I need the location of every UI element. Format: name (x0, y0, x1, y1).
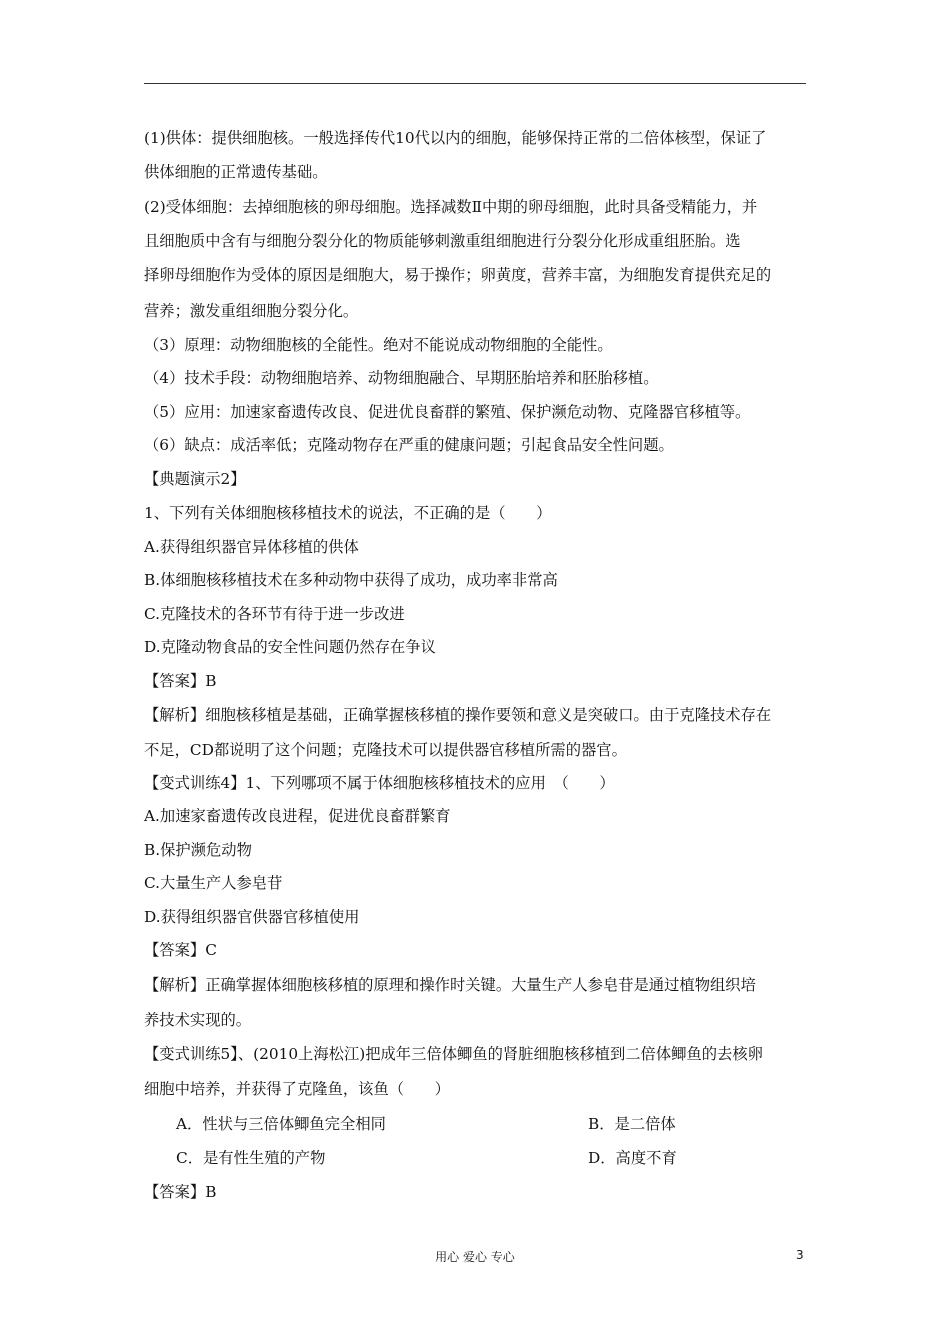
text-line: 且细胞质中含有与细胞分裂分化的物质能够刺激重组细胞进行分裂分化形成重组胚胎。选 (144, 232, 741, 250)
text-line: （4）技术手段：动物细胞培养、动物细胞融合、早期胚胎培养和胚胎移植。 (144, 369, 659, 387)
option-c: C．是有性生殖的产物 (176, 1149, 326, 1167)
question-stem: 1、下列有关体细胞核移植技术的说法，不正确的是（ ） (144, 504, 552, 522)
option-a: A.加速家畜遗传改良进程，促进优良畜群繁育 (144, 807, 451, 825)
option-a: A.获得组织器官异体移植的供体 (144, 538, 359, 556)
question-stem: 【变式训练4】1、下列哪项不属于体细胞核移植技术的应用 （ ） (144, 774, 615, 792)
footer-text: 用心 爱心 专心 (435, 1250, 515, 1264)
option-d: D.克隆动物食品的安全性问题仍然存在争议 (144, 638, 436, 656)
page-number: 3 (796, 1248, 804, 1262)
analysis: 【解析】细胞核移植是基础，正确掌握核移植的操作要领和意义是突破口。由于克隆技术存在 (144, 706, 772, 724)
answer: 【答案】B (144, 1183, 217, 1201)
option-c: C.大量生产人参皂苷 (144, 874, 283, 892)
option-b: B.保护濒危动物 (144, 841, 252, 859)
text-line: 营养；激发重组细胞分裂分化。 (144, 302, 359, 320)
text-line: (1)供体：提供细胞核。一般选择传代10代以内的细胞，能够保持正常的二倍体核型，保证了 (144, 129, 767, 147)
header-rule (144, 83, 806, 84)
text-line: （5）应用：加速家畜遗传改良、促进优良畜群的繁殖、保护濒危动物、克隆器官移植等。 (144, 403, 751, 421)
text-line: 择卵母细胞作为受体的原因是细胞大，易于操作；卵黄度，营养丰富，为细胞发育提供充足的 (144, 266, 772, 284)
question-stem: 【变式训练5】、(2010上海松江)把成年三倍体鲫鱼的肾脏细胞核移植到二倍体鲫鱼的去核卵 (144, 1045, 763, 1063)
option-a: A．性状与三倍体鲫鱼完全相同 (176, 1115, 386, 1133)
text-line: 供体细胞的正常遗传基础。 (144, 163, 328, 181)
option-d: D．高度不育 (588, 1149, 677, 1167)
analysis-cont: 养技术实现的。 (144, 1011, 252, 1029)
text-line: (2)受体细胞：去掉细胞核的卵母细胞。选择减数Ⅱ中期的卵母细胞，此时具备受精能力，并 (144, 198, 758, 216)
question-stem-cont: 细胞中培养，并获得了克隆鱼，该鱼（ ） (144, 1080, 450, 1098)
option-c: C.克隆技术的各环节有待于进一步改进 (144, 605, 405, 623)
text-line: （6）缺点：成活率低；克隆动物存在严重的健康问题；引起食品安全性问题。 (144, 436, 674, 454)
answer: 【答案】C (144, 941, 217, 959)
option-d: D.获得组织器官供器官移植使用 (144, 908, 360, 926)
option-b: B.体细胞核移植技术在多种动物中获得了成功，成功率非常高 (144, 571, 558, 589)
analysis-cont: 不足，CD都说明了这个问题；克隆技术可以提供器官移植所需的器官。 (144, 741, 627, 759)
analysis: 【解析】正确掌握体细胞核移植的原理和操作时关键。大量生产人参皂苷是通过植物组织培 (144, 976, 756, 994)
section-heading: 【典题演示2】 (144, 470, 246, 488)
option-b: B．是二倍体 (588, 1115, 676, 1133)
answer: 【答案】B (144, 672, 217, 690)
text-line: （3）原理：动物细胞核的全能性。绝对不能说成动物细胞的全能性。 (144, 336, 613, 354)
